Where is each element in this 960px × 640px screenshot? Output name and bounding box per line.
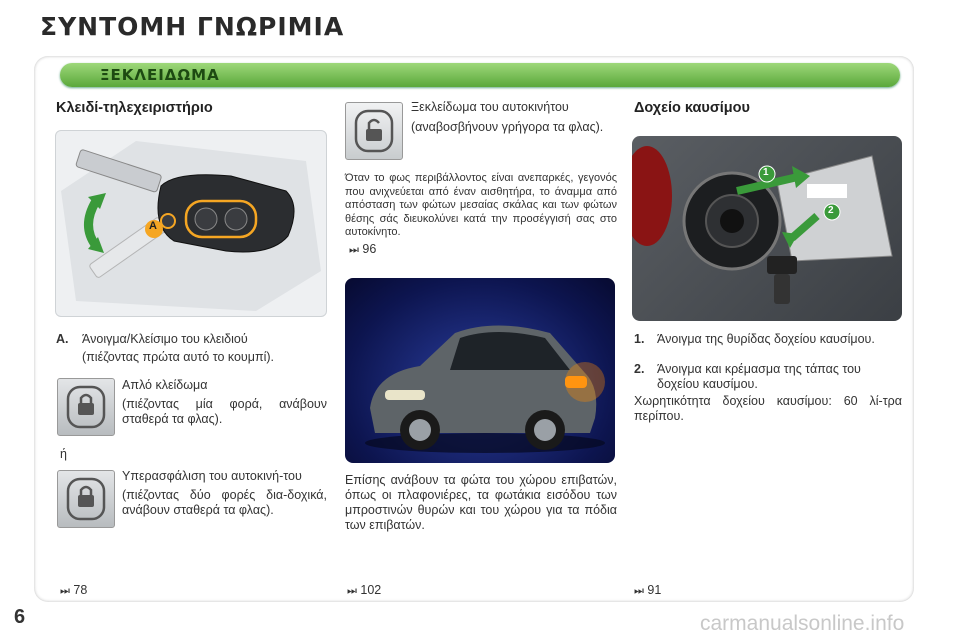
ref-96-number: 96 bbox=[362, 242, 377, 256]
fuel-item2-text: Άνοιγμα και κρέμασμα της τάπας του δοχείου καυσίμου. bbox=[657, 362, 861, 391]
deadlock-title: Υπερασφάλιση του αυτοκινή-του bbox=[122, 469, 302, 483]
single-lock-block bbox=[122, 378, 327, 427]
ref-102[interactable] bbox=[347, 583, 381, 598]
page-ref-icon: ⏭ bbox=[634, 585, 644, 597]
unlock-block bbox=[411, 100, 616, 135]
unlock-title: Ξεκλείδωμα του αυτοκινήτου bbox=[411, 100, 569, 114]
page-ref-icon: ⏭ bbox=[60, 585, 70, 597]
lock-button-image bbox=[57, 378, 115, 436]
page-ref-icon: ⏭ bbox=[347, 585, 357, 597]
ambient-light-paragraph: Όταν το φως περιβάλλοντος είναι ανεπαρκές, γεγονός που ανιχνεύεται από έναν αισθητήρα, το άναμμα από απόσταση των φώτων μεσαίας σκάλας και των φώτων θέσης σάς διευκολύνει κατά την προσέγγισή σας στο αυτοκίνητο. bbox=[345, 172, 617, 238]
single-lock-text: (πιέζοντας μία φορά, ανάβουν σταθερά τα φλας). bbox=[122, 397, 327, 426]
key-callout-a: A bbox=[149, 220, 157, 232]
remote-key-heading: Κλειδί-τηλεχειριστήριο bbox=[56, 100, 213, 116]
fuel-callout-1: 1 bbox=[763, 167, 769, 178]
single-lock-title: Απλό κλείδωμα bbox=[122, 378, 208, 392]
car-image bbox=[345, 278, 615, 463]
page-ref-icon: ⏭ bbox=[349, 244, 359, 256]
ref-102-number: 102 bbox=[360, 583, 382, 597]
unlock-text: (αναβοσβήνουν γρήγορα τα φλας). bbox=[411, 120, 604, 134]
double-lock-icon bbox=[58, 471, 114, 527]
fuel-item1-number: 1. bbox=[634, 332, 645, 346]
or-label: ή bbox=[60, 447, 67, 461]
unlock-button-image bbox=[345, 102, 403, 160]
item-a-line1: Άνοιγμα/Κλείσιμο του κλειδιού bbox=[82, 332, 248, 346]
page-title: ΣΥΝΤΟΜΗ ΓΝΩΡΙΜΙΑ bbox=[40, 12, 345, 41]
page-number: 6 bbox=[14, 606, 26, 628]
item-a-line2: (πιέζοντας πρώτα αυτό το κουμπί). bbox=[82, 350, 275, 364]
unlock-icon bbox=[346, 103, 402, 159]
ref-78[interactable] bbox=[60, 583, 87, 598]
watermark: carmanualsonline.info bbox=[700, 612, 905, 635]
ref-78-number: 78 bbox=[73, 583, 88, 597]
car-illustration bbox=[345, 278, 615, 463]
interior-lights-paragraph: Επίσης ανάβουν τα φώτα του χώρου επιβατών, όπως οι πλαφονιέρες, τα φωτάκια εισόδου των μπροστινών θυρών και του χώρου για τα πόδια των επιβατών. bbox=[345, 473, 617, 532]
ref-91-number: 91 bbox=[647, 583, 662, 597]
ref-96[interactable] bbox=[349, 242, 376, 257]
fuel-item2-number: 2. bbox=[634, 362, 645, 376]
lock-icon bbox=[58, 379, 114, 435]
key-illustration bbox=[56, 131, 326, 316]
ref-91[interactable] bbox=[634, 583, 661, 598]
section-banner-title: ΞΕΚΛΕΙΔΩΜΑ bbox=[100, 66, 220, 84]
deadlock-button-image bbox=[57, 470, 115, 528]
fuel-callout-2: 2 bbox=[828, 205, 834, 216]
deadlock-text: (πιέζοντας δύο φορές δια-δοχικά, ανάβουν σταθερά τα φλας). bbox=[122, 488, 327, 517]
fuel-item1-text: Άνοιγμα της θυρίδας δοχείου καυσίμου. bbox=[657, 332, 875, 346]
key-image bbox=[55, 130, 327, 317]
fuel-tank-image bbox=[632, 136, 902, 321]
fuel-flap-illustration bbox=[632, 136, 902, 321]
fuel-tank-heading: Δοχείο καυσίμου bbox=[634, 100, 750, 116]
deadlock-block bbox=[122, 469, 327, 518]
item-a-marker: A. bbox=[56, 332, 69, 346]
item-a-text bbox=[82, 332, 332, 365]
fuel-capacity: Χωρητικότητα δοχείου καυσίμου: 60 λί-τρα περίπου. bbox=[634, 394, 902, 423]
